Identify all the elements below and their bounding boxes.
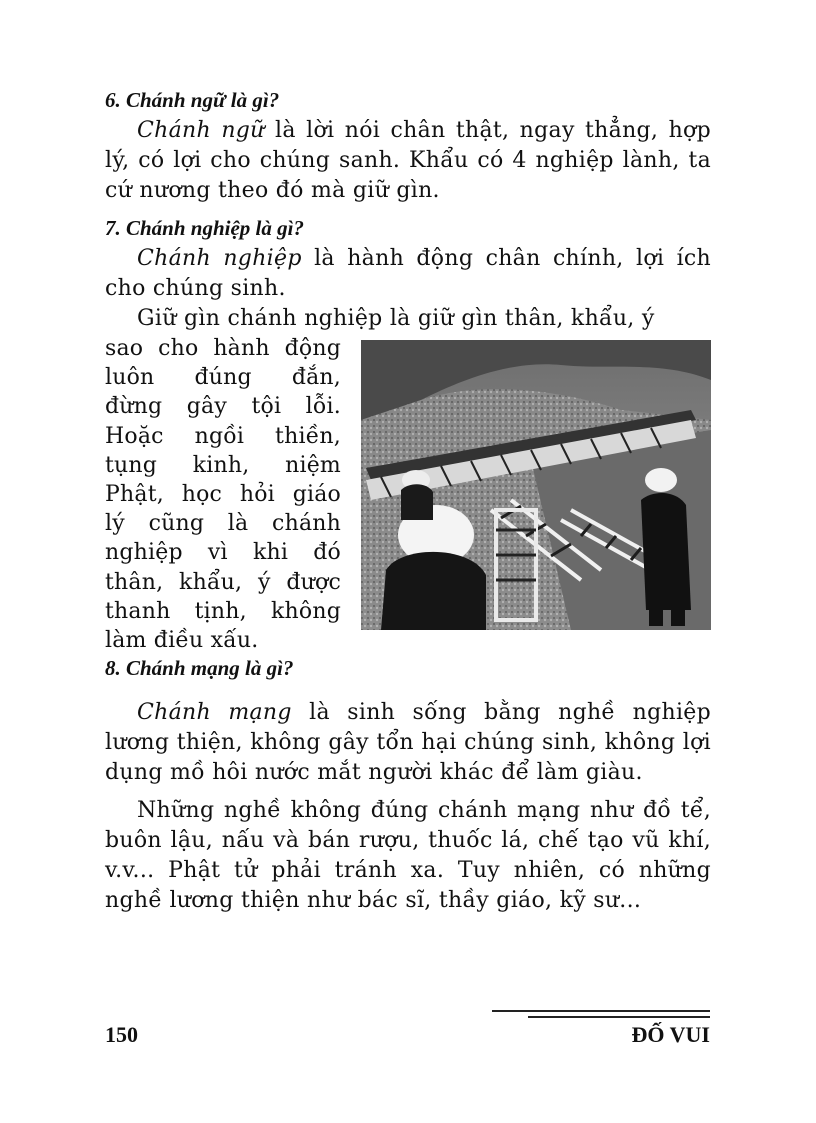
section-8-paragraph-2: Những nghề không đúng chánh mạng như đồ tể, buôn lậu, nấu và bán rượu, thuốc lá, chế tạo vũ khí, v.v... Phật tử phải tránh xa. Tuy nhiên, có những nghề lương thiện như bác sĩ, thầy giáo, kỹ sư...	[105, 798, 711, 913]
section-6-heading: 6. Chánh ngữ là gì?	[105, 88, 280, 112]
wrapped-line: nghiệp vì khi đó	[105, 540, 341, 566]
section-7-heading: 7. Chánh nghiệp là gì?	[105, 216, 304, 240]
wrapped-line: làm điều xấu.	[105, 628, 259, 654]
wrapped-line: thân, khẩu, ý được	[105, 569, 341, 595]
section-7-term: Chánh nghiệp	[137, 246, 302, 271]
bridge-photo	[361, 340, 711, 630]
section-7-paragraph	[105, 244, 711, 304]
wrapped-line: sao cho hành động	[105, 336, 341, 361]
wrapped-line: tụng kinh, niệm	[105, 452, 341, 478]
section-8-term: Chánh mạng	[137, 700, 292, 725]
footer-rule-bottom	[528, 1016, 710, 1018]
wrapped-line: thanh tịnh, không	[105, 598, 341, 624]
page-content	[105, 86, 711, 916]
footer-rule-top	[492, 1010, 710, 1012]
section-6-paragraph	[105, 116, 711, 206]
text-image-wrap	[105, 334, 711, 654]
section-7-body: là hành động chân chính, lợi ích cho chúng sinh.	[105, 246, 712, 301]
page-number: 150	[105, 1022, 138, 1047]
section-8-paragraph	[105, 698, 711, 788]
wrapped-line: Phật, học hỏi giáo	[105, 482, 341, 508]
section-6-body: là lời nói chân thật, ngay thẳng, hợp lý, có lợi cho chúng sanh. Khẩu có 4 nghiệp lành, ta cứ nương theo đó mà giữ gìn.	[105, 118, 711, 203]
bridge-illustration	[361, 340, 711, 630]
section-8-heading: 8. Chánh mạng là gì?	[105, 656, 294, 680]
wrapped-line: lý cũng là chánh	[105, 511, 341, 537]
section-7-paragraph-2: Giữ gìn chánh nghiệp là giữ gìn thân, khẩu, ý	[137, 306, 655, 331]
section-8-body: là sinh sống bằng nghề nghiệp lương thiện, không gây tổn hại chúng sinh, không lợi dụng mồ hôi nước mắt người khác để làm giàu.	[105, 700, 711, 785]
wrapped-line: luôn đúng đắn,	[105, 365, 341, 391]
section-6-term: Chánh ngữ	[137, 118, 265, 143]
wrapped-text	[105, 334, 341, 655]
running-title: ĐỐ VUI	[631, 1022, 710, 1047]
wrapped-line: đừng gây tội lỗi.	[105, 394, 341, 420]
wrapped-line: Hoặc ngồi thiền,	[105, 423, 341, 449]
